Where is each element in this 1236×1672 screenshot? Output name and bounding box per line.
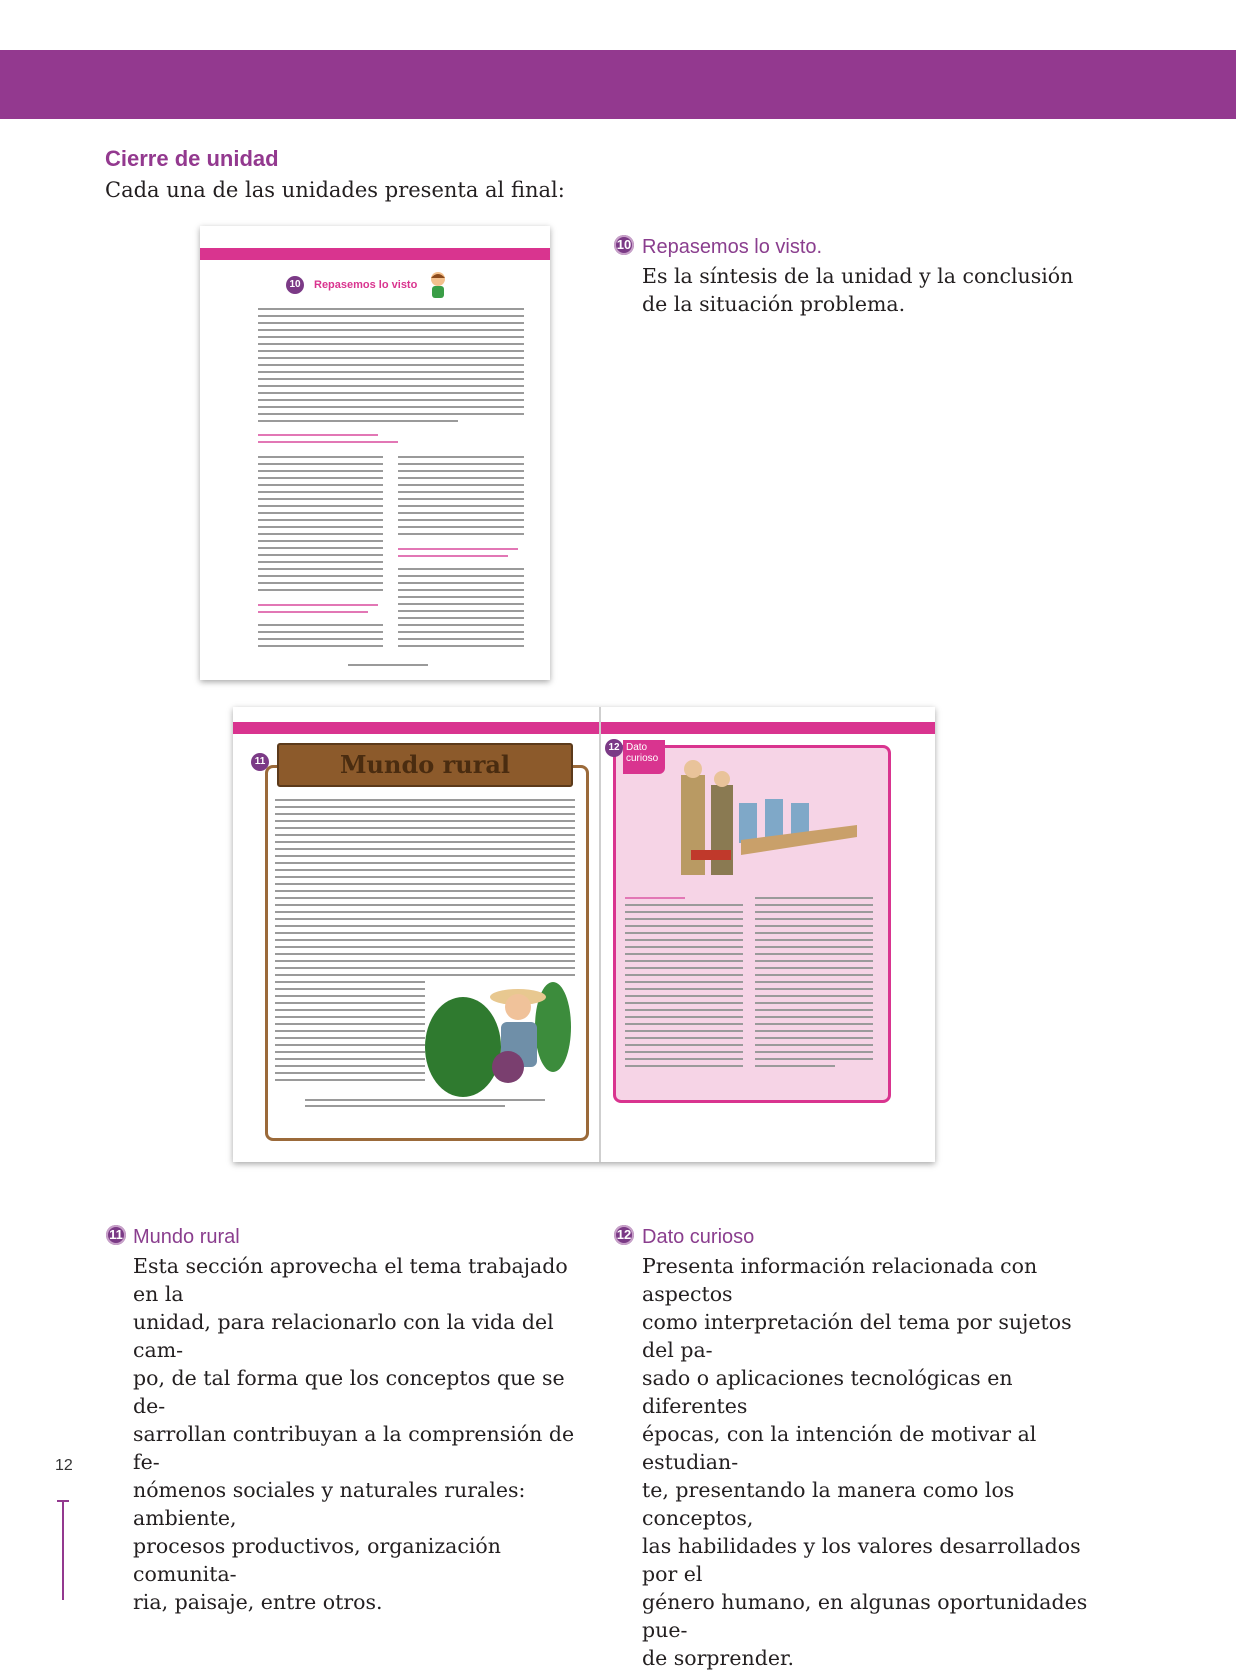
thumbnail-title-repasemos: Repasemos lo visto (314, 279, 418, 291)
header-band (0, 50, 1236, 119)
text-line: las habilidades y los valores desarrollados por el (642, 1534, 1081, 1586)
item-badge-10: 10 (614, 235, 634, 255)
item-label-dato-curioso: Dato curioso (642, 1226, 755, 1248)
item-text-mundo-rural (133, 1252, 585, 1616)
thumbnail-band (233, 722, 935, 734)
text-line: po, de tal forma que los conceptos que se de- (133, 1366, 565, 1418)
page-number: 12 (55, 1457, 73, 1474)
item-label-mundo-rural: Mundo rural (133, 1226, 240, 1248)
text-line: épocas, con la intención de motivar al estudian- (642, 1422, 1037, 1474)
text-line: Esta sección aprovecha el tema trabajado en la (133, 1254, 568, 1306)
text-line: te, presentando la manera como los conceptos, (642, 1478, 1015, 1530)
item-badge-12: 12 (614, 1225, 634, 1245)
text-line: género humano, en algunas oportunidades pue- (642, 1590, 1088, 1642)
text-line: sado o aplicaciones tecnológicas en diferentes (642, 1366, 1013, 1418)
dato-curioso-title-1: Dato (626, 742, 648, 753)
text-line: de sorprender. (642, 1646, 795, 1670)
item-badge-11: 11 (106, 1225, 126, 1245)
dato-curioso-tag (623, 740, 665, 774)
historic-scene-illustration (661, 755, 861, 885)
curious-text-lines (625, 897, 875, 1087)
thumbnail-badge-11: 11 (251, 753, 269, 771)
text-line: procesos productivos, organización comunita- (133, 1534, 501, 1586)
intro-text: Cada una de las unidades presenta al final: (105, 178, 565, 202)
item-text-dato-curioso (642, 1252, 1098, 1672)
text-line: unidad, para relacionarlo con la vida del cam- (133, 1310, 554, 1362)
spread-gutter (599, 707, 601, 1162)
thumbnail-badge-12: 12 (605, 739, 623, 757)
text-line: sarrollan contribuyan a la comprensión de fe- (133, 1422, 575, 1474)
margin-line (62, 1500, 64, 1600)
text-line: de la situación problema. (642, 292, 906, 316)
mundo-rural-sign: Mundo rural (277, 743, 573, 787)
text-line: Presenta información relacionada con aspectos (642, 1254, 1038, 1306)
text-lines (258, 308, 524, 672)
section-title: Cierre de unidad (105, 146, 279, 171)
thumbnail-band (200, 248, 550, 260)
student-illustration (426, 270, 450, 300)
thumbnail-badge-10: 10 (286, 276, 304, 294)
text-line: ria, paisaje, entre otros. (133, 1590, 383, 1614)
text-line: como interpretación del tema por sujetos del pa- (642, 1310, 1072, 1362)
thumbnail-repasemos-page (200, 226, 550, 680)
text-line: nómenos sociales y naturales rurales: ambiente, (133, 1478, 526, 1530)
item-label-repasemos: Repasemos lo visto. (642, 236, 823, 258)
farmer-illustration (423, 967, 573, 1107)
thumbnail-spread (233, 707, 935, 1162)
dato-curioso-title-2: curioso (626, 753, 659, 764)
text-line: Es la síntesis de la unidad y la conclusión (642, 264, 1074, 288)
item-text-repasemos (642, 262, 1082, 318)
